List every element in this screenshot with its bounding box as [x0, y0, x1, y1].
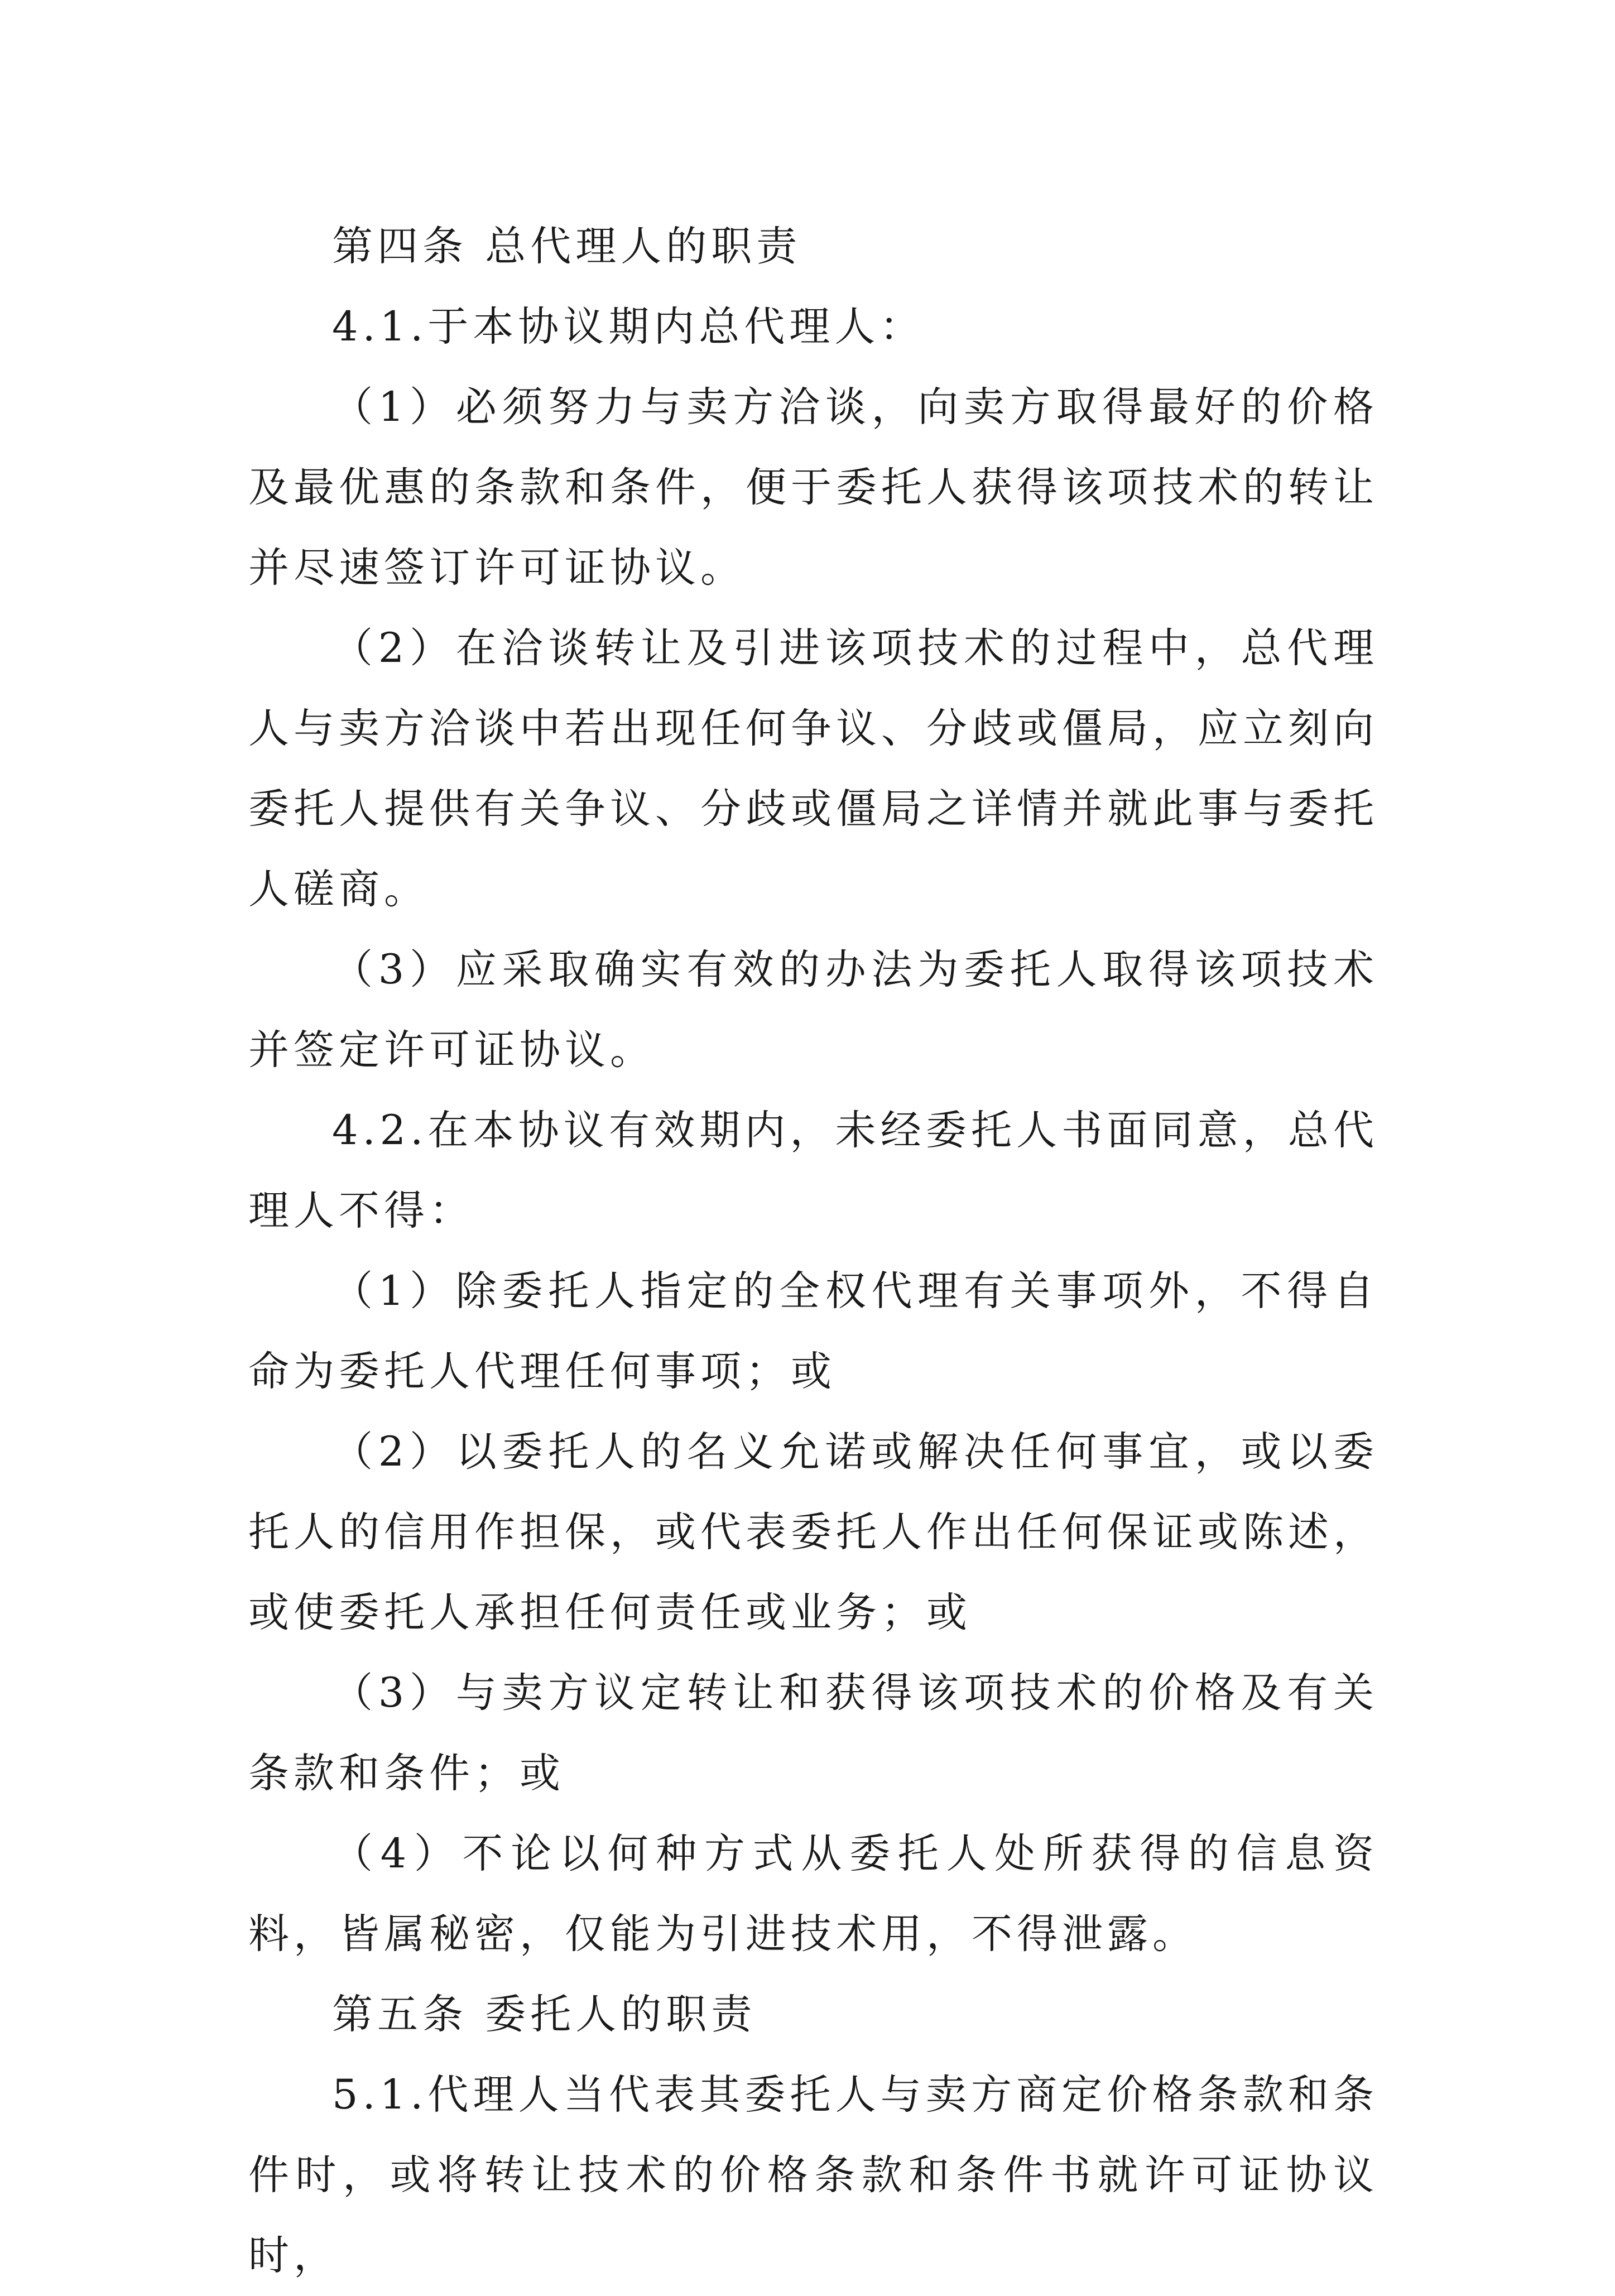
clause-4-2-item-2: （2）以委托人的名义允诺或解决任何事宜，或以委托人的信用作担保，或代表委托人作出任何保证或陈述，或使委托人承担任何责任或业务；或 — [248, 1428, 1378, 1636]
clause-4-1-item-1: （1）必须努力与卖方洽谈，向卖方取得最好的价格及最优惠的条款和条件，便于委托人获得该项技术的转让并尽速签订许可证协议。 — [248, 383, 1378, 592]
article-5-heading: 第五条 委托人的职责 — [332, 1991, 757, 2038]
clause-4-2-item-3: （3）与卖方议定转让和获得该项技术的价格及有关条款和条件；或 — [248, 1669, 1378, 1797]
clause-5-1: 5.1.代理人当代表其委托人与卖方商定价格条款和条件时，或将转让技术的价格条款和条件书就许可证协议时， — [248, 2071, 1378, 2279]
document-body — [248, 206, 1378, 2296]
clause-4-1-item-3: （3）应采取确实有效的办法为委托人取得该项技术并签定许可证协议。 — [248, 946, 1378, 1074]
article-4-heading: 第四条 总代理人的职责 — [332, 223, 802, 270]
clause-4-1-item-2: （2）在洽谈转让及引进该项技术的过程中，总代理人与卖方洽谈中若出现任何争议、分歧或僵局，应立刻向委托人提供有关争议、分歧或僵局之详情并就此事与委托人磋商。 — [248, 625, 1378, 913]
clause-4-1: 4.1.于本协议期内总代理人： — [332, 303, 925, 350]
clause-4-2-item-4: （4）不论以何种方式从委托人处所获得的信息资料，皆属秘密，仅能为引进技术用，不得泄露。 — [248, 1830, 1378, 1958]
clause-4-2-item-1: （1）除委托人指定的全权代理有关事项外，不得自命为委托人代理任何事项；或 — [248, 1267, 1378, 1395]
clause-4-2: 4.2.在本协议有效期内，未经委托人书面同意，总代理人不得： — [248, 1107, 1378, 1235]
